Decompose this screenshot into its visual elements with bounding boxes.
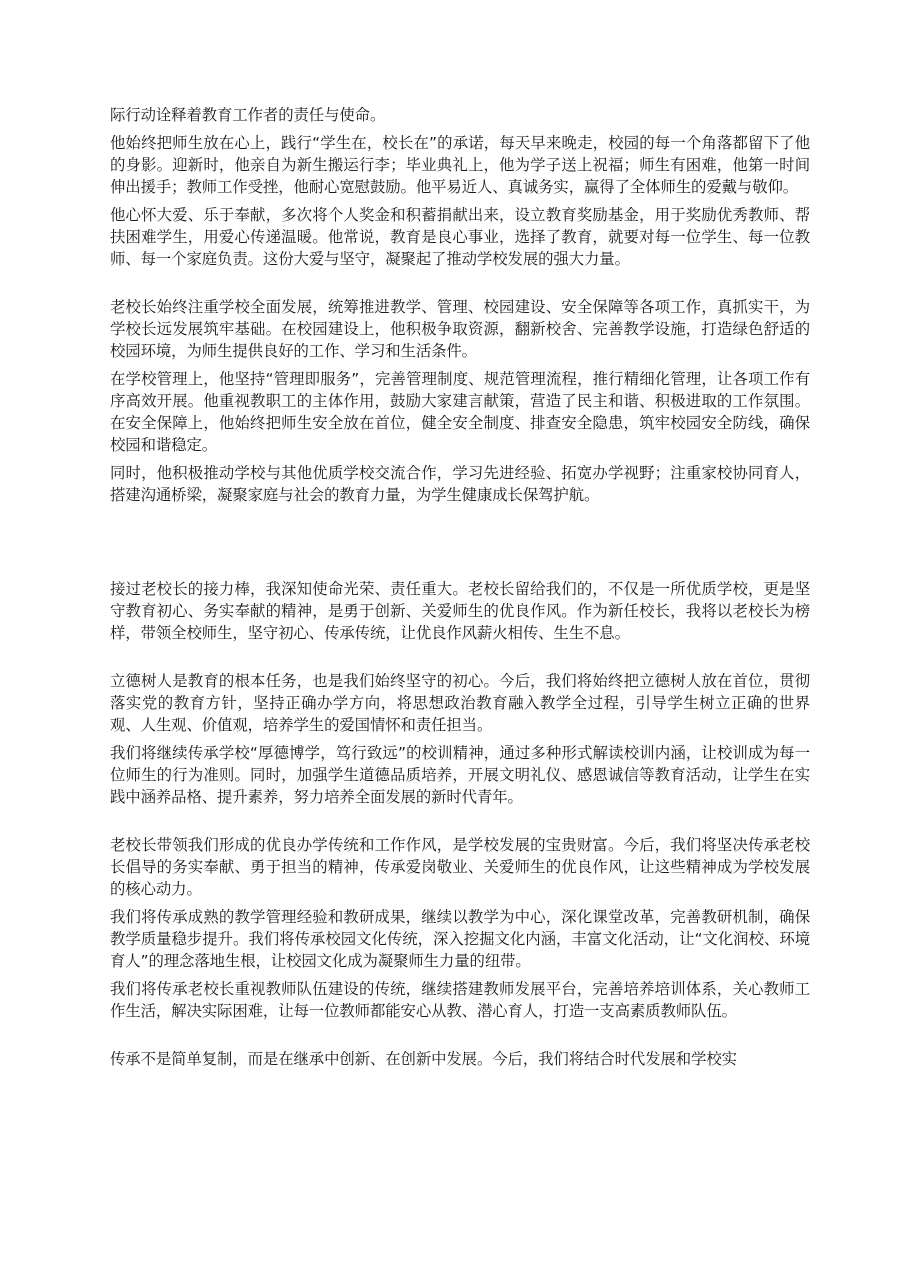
section-spacer: [110, 814, 810, 834]
section-spacer: [110, 512, 810, 578]
paragraph: 传承不是简单复制，而是在继承中创新、在创新中发展。今后，我们将结合时代发展和学校实: [110, 1050, 737, 1068]
paragraph: 他始终把师生放在心上，践行“学生在，校长在”的承诺，每天早来晚走，校园的每一个角落都留下了他的身影。迎新时，他亲自为新生搬运行李；毕业典礼上，他为学子送上祝福；师生有困难，他第一时间伸出援手；教师工作受挫，他耐心宽慰鼓励。他平易近人、真诚务实，赢得了全体师生的爱戴与敬仰。: [110, 134, 810, 196]
paragraph: 在学校管理上，他坚持“管理即服务”，完善管理制度、规范管理流程，推行精细化管理，让各项工作有序高效开展。他重视教职工的主体作用，鼓励大家建言献策，营造了民主和谐、积极进取的工作氛围。在安全保障上，他始终把师生安全放在首位，健全安全制度、排查安全隐患，筑牢校园安全防线，确保校园和谐稳定。: [110, 370, 810, 454]
section-spacer: [110, 1028, 810, 1048]
section-new-principal-pledge: [110, 578, 810, 644]
paragraph: 接过老校长的接力棒，我深知使命光荣、责任重大。老校长留给我们的，不仅是一所优质学校，更是坚守教育初心、务实奉献的精神，是勇于创新、关爱师生的优良作风。作为新任校长，我将以老校长为榜样，带领全校师生，坚守初心、传承传统，让优良作风薪火相传、生生不息。: [110, 580, 810, 642]
paragraph: 我们将传承成熟的教学管理经验和教研成果，继续以教学为中心，深化课堂改革，完善教研机制，确保教学质量稳步提升。我们将传承校园文化传统，深入挖掘文化内涵，丰富文化活动，让“文化润校、环境育人”的理念落地生根，让校园文化成为凝聚师生力量的纽带。: [110, 908, 810, 970]
section-school-development: [110, 296, 810, 506]
paragraph: 立德树人是教育的根本任务，也是我们始终坚守的初心。今后，我们将始终把立德树人放在首位，贯彻落实党的教育方针，坚持正确办学方向，将思想政治教育融入教学全过程，引导学生树立正确的世界观、人生观、价值观，培养学生的爱国情怀和责任担当。: [110, 672, 810, 734]
paragraph: 际行动诠释着教育工作者的责任与使命。: [110, 106, 386, 124]
paragraph: 老校长始终注重学校全面发展，统筹推进教学、管理、校园建设、安全保障等各项工作，真抓实干，为学校长远发展筑牢基础。在校园建设上，他积极争取资源，翻新校舍、完善教学设施，打造绿色舒适的校园环境，为师生提供良好的工作、学习和生活条件。: [110, 298, 810, 360]
section-moral-education: [110, 670, 810, 808]
paragraph: 他心怀大爱、乐于奉献，多次将个人奖金和积蓄捐献出来，设立教育奖励基金，用于奖励优秀教师、帮扶困难学生，用爱心传递温暖。他常说，教育是良心事业，选择了教育，就要对每一位学生、每一位教师、每一个家庭负责。这份大爱与坚守，凝聚起了推动学校发展的强大力量。: [110, 206, 810, 268]
paragraph: 我们将继续传承学校“厚德博学，笃行致远”的校训精神，通过多种形式解读校训内涵，让校训成为每一位师生的行为准则。同时，加强学生道德品质培养，开展文明礼仪、感恩诚信等教育活动，让学生在实践中涵养品格、提升素养，努力培养全面发展的新时代青年。: [110, 744, 810, 806]
section-old-principal-character: [110, 104, 810, 270]
section-spacer: [110, 650, 810, 670]
section-tradition-inheritance: [110, 834, 810, 1022]
paragraph: 同时，他积极推动学校与其他优质学校交流合作，学习先进经验、拓宽办学视野；注重家校协同育人，搭建沟通桥梁，凝聚家庭与社会的教育力量，为学生健康成长保驾护航。: [110, 464, 810, 504]
section-innovation: [110, 1048, 810, 1070]
document-page: [110, 104, 810, 1076]
section-spacer: [110, 276, 810, 296]
paragraph: 我们将传承老校长重视教师队伍建设的传统，继续搭建教师发展平台，完善培养培训体系，关心教师工作生活，解决实际困难，让每一位教师都能安心从教、潜心育人，打造一支高素质教师队伍。: [110, 980, 810, 1020]
paragraph: 老校长带领我们形成的优良办学传统和工作作风，是学校发展的宝贵财富。今后，我们将坚决传承老校长倡导的务实奉献、勇于担当的精神，传承爱岗敬业、关爱师生的优良作风，让这些精神成为学校发展的核心动力。: [110, 836, 810, 898]
